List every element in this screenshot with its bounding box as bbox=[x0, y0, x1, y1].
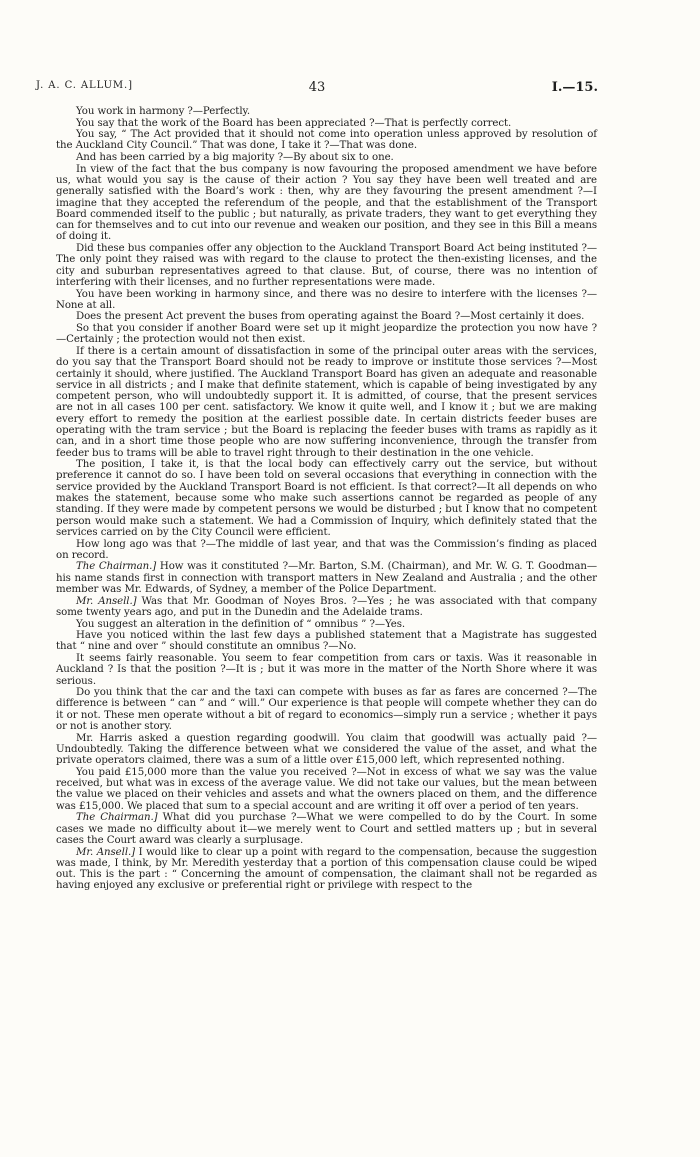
paper-reference: I.—15. bbox=[551, 80, 598, 95]
paragraph bbox=[56, 323, 597, 346]
paragraph bbox=[56, 311, 597, 322]
paragraph-text: What did you purchase ?—What we were compelled to do by the Court. In some cases we made no difficulty about it—we merely went to Court and settled matters up ; but in several cases the Court award was clearly a surplusage. bbox=[56, 812, 598, 846]
speaker-label: The Chairman.] bbox=[76, 812, 158, 824]
paragraph-text: I would like to clear up a point with regard to the compensation, because the suggestion was made, I think, by Mr. Meredith yesterday that a portion of this compensation clause could be wiped out. This is the part : “ Concerning the amount of compensation, the claimant shall not be regarded as having enjoyed any exclusive or preferential right or privilege with respect to the bbox=[56, 846, 597, 892]
paragraph-text: Was that Mr. Goodman of Noyes Bros. ?—Yes ; he was associated with that company some twenty years ago, and put in the Dunedin and the Adelaide trams. bbox=[56, 595, 597, 618]
paragraph bbox=[56, 539, 597, 562]
paragraph-text: Have you noticed within the last few days a published statement that a Magistrate has suggested that “ nine and over ” should constitute an omnibus ?—No. bbox=[56, 630, 597, 653]
paragraph bbox=[56, 106, 597, 117]
paragraph bbox=[56, 767, 597, 812]
speaker-label: Mr. Ansell.] bbox=[76, 595, 137, 607]
paragraph-text: Do you think that the car and the taxi can compete with buses as far as fares are concerned ?—The difference is between “ can ” and “ will.” Our experience is that people will compete whether they can do it or not. These men operate without a bit of regard to economics—simply run a service ; whether it pays or not is another story. bbox=[56, 687, 597, 733]
paragraph bbox=[56, 129, 597, 152]
paragraph-text: If there is a certain amount of dissatisfaction in some of the principal outer areas with the services, do you say that the Transport Board should not be ready to improve or institute those services ?—Most certainly it should, where justified. The Auckland Transport Board has given an adequate and reasonable service in all districts ; and I make that definite statement, which is capable of being investigated by any competent person, who will undoubtedly support it. It is admitted, of course, that the present services are not in all cases 100 per cent. satisfactory. We know it quite well, and I know it ; but we are making every effort to remedy the position at the earliest possible date. In certain districts feeder buses are operating with the tram service ; but the Board is replacing the feeder buses with trams as rapidly as it can, and in a short time those people who are now suffering inconvenience, through the transfer from feeder bus to trams will be able to travel right through to their destination in the one vehicle. bbox=[56, 345, 597, 459]
paragraph-text: It seems fairly reasonable. You seem to fear competition from cars or taxis. Was it reasonable in Auckland ? Is that the position ?—It is ; but it was more in the matter of the North Shore where it was serious. bbox=[56, 653, 597, 687]
witness-name: J. A. C. ALLUM.] bbox=[36, 80, 133, 91]
paragraph-text: You paid £15,000 more than the value you received ?—Not in excess of what we say was the value received, but what was in excess of the average value. We did not take our values, but the mean between the value we placed on their vehicles and assets and what the owners placed on them, and the difference was £15,000. We placed that sum to a special account and are writing it off over a period of ten years. bbox=[56, 766, 597, 812]
paragraph bbox=[56, 243, 597, 288]
paragraph bbox=[56, 346, 597, 459]
paragraph bbox=[56, 561, 597, 595]
paragraph-text: Mr. Harris asked a question regarding goodwill. You claim that goodwill was actually paid ?—Undoubtedly. Taking the difference between what we considered the value of the asset, and what the private operators claimed, there was a sum of a little over £15,000 left, which represented nothing. bbox=[56, 732, 597, 767]
paragraph-text: You say, “ The Act provided that it should not come into operation unless approved by resolution of the Auckland City Council.” That was done, I take it ?—That was done. bbox=[56, 129, 597, 152]
document-body bbox=[56, 106, 597, 892]
paragraph-text: So that you consider if another Board were set up it might jeopardize the protection you now have ?—Certainly ; the protection would not then exist. bbox=[56, 323, 597, 346]
paragraph bbox=[56, 687, 597, 732]
paragraph-text: The position, I take it, is that the local body can effectively carry out the service, but without preference it cannot do so. I have been told on several occasions that everything in connection with the service provided by the Auckland Transport Board is not efficient. Is that correct?—It all depends on who makes the statement, because some who make such assertions cannot be regarded as people of any standing. If they were made by competent persons we would be disturbed ; but I know that no competent person would make such a statement. We had a Commission of Inquiry, which definitely stated that the services carried on by the City Council were efficient. bbox=[56, 459, 597, 538]
paragraph-text: How was it constituted ?—Mr. Barton, S.M. (Chairman), and Mr. W. G. T. Goodman—his name stands first in connection with transport matters in New Zealand and Australia ; and the other member was Mr. Edwards, of Sydney, a member of the Police Department. bbox=[56, 561, 597, 596]
page-number: 43 bbox=[308, 80, 326, 95]
paragraph bbox=[56, 630, 597, 653]
paragraph-text: How long ago was that ?—The middle of last year, and that was the Commission’s finding as placed on record. bbox=[56, 538, 597, 561]
paragraph bbox=[56, 733, 597, 767]
paragraph-text: You have been working in harmony since, and there was no desire to interfere with the licenses ?—None at all. bbox=[56, 288, 597, 311]
page-header bbox=[36, 80, 598, 102]
paragraph bbox=[56, 812, 597, 846]
paragraph-text: You work in harmony ?—Perfectly. bbox=[76, 106, 251, 117]
speaker-label: The Chairman.] bbox=[76, 561, 157, 573]
paragraph bbox=[56, 289, 597, 312]
speaker-label: Mr. Ansell.] bbox=[76, 846, 136, 858]
paragraph-text: In view of the fact that the bus company is now favouring the proposed amendment we have before us, what would you say is the cause of their action ? You say they have been well treated and are generally satisfied with the Board’s work : then, why are they favouring the present amendment ?—I imagine that they accepted the referendum of the people, and that the establishment of the Transport Board commended itself to the public ; but naturally, as private traders, they want to get everything they can for themselves and to cut into our revenue and weaken our position, and they see in this Bill a means of doing it. bbox=[56, 163, 597, 243]
paragraph-text: Did these bus companies offer any objection to the Auckland Transport Board Act being instituted ?—The only point they raised was with regard to the clause to protect the then-existing licenses, and the city and suburban representatives agreed to that clause. But, of course, there was no intention of interfering with their licenses, and no further representations were made. bbox=[56, 243, 597, 288]
paragraph-text: And has been carried by a big majority ?—By about six to one. bbox=[76, 152, 394, 164]
paragraph bbox=[56, 118, 597, 129]
paragraph bbox=[56, 459, 597, 538]
paragraph bbox=[56, 596, 597, 619]
paragraph bbox=[56, 164, 597, 243]
paragraph-text: You suggest an alteration in the definition of “ omnibus ” ?—Yes. bbox=[76, 618, 406, 630]
paragraph bbox=[56, 653, 597, 687]
paragraph bbox=[56, 152, 597, 163]
paragraph bbox=[56, 847, 597, 892]
paragraph-text: Does the present Act prevent the buses from operating against the Board ?—Most certainly it does. bbox=[76, 311, 585, 323]
paragraph bbox=[56, 619, 597, 630]
paragraph-text: You say that the work of the Board has been appreciated ?—That is perfectly correct. bbox=[76, 117, 512, 129]
